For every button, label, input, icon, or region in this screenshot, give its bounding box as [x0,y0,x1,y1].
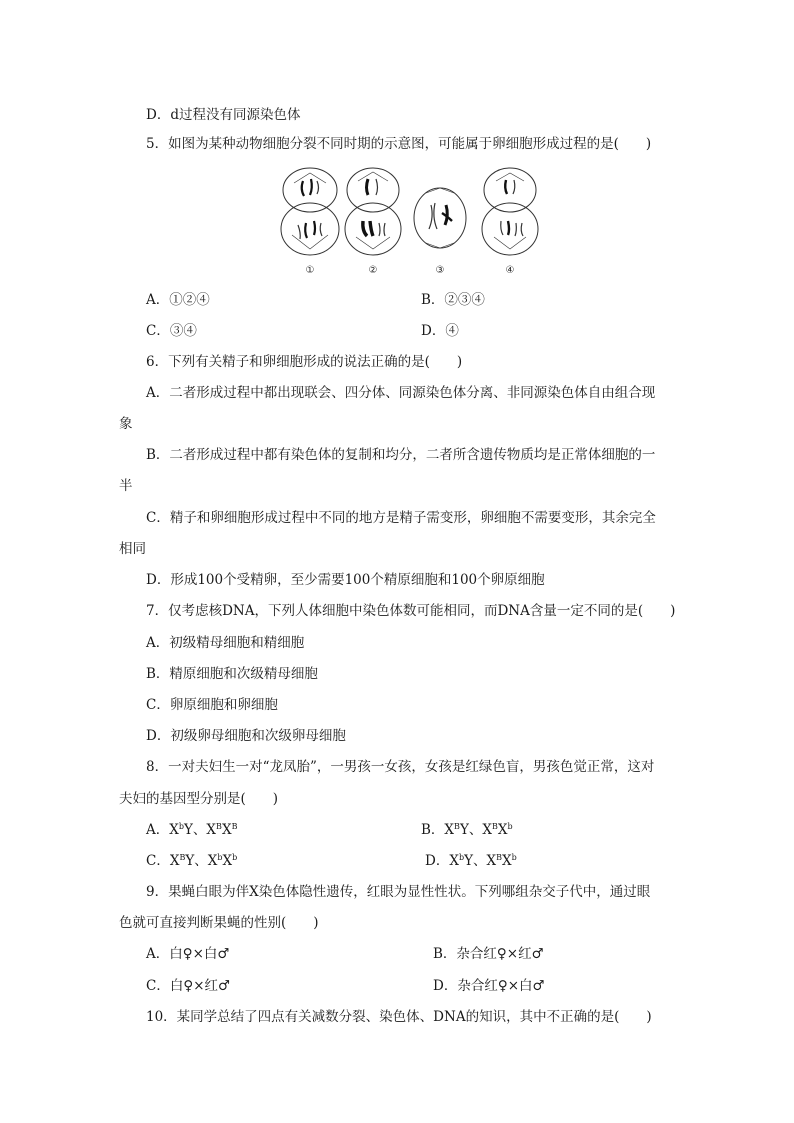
q8-option-a-label: A． [146,822,170,838]
q9-stem-line2: 色就可直接判断果蝇的性别( ) [119,915,319,931]
cell-division-diagram [270,163,545,278]
q9-option-c: C．白♀×红♂ [146,978,231,994]
q5-option-d: D．④ [421,323,459,339]
q8-option-d: D．$X^bY$、$X^BX^b$ [425,853,517,869]
cell-division-figure [270,163,545,278]
figure-label-2: ② [368,265,378,276]
q5-option-b: B．②③④ [421,292,485,308]
q8-option-d-label: D． [425,853,450,869]
q6-option-a-line1: A．二者形成过程中都出现联会、四分体、同源染色体分离、非同源染色体自由组合现 [146,385,656,401]
q6-option-b-line2: 半 [119,478,133,494]
figure-label-1: ① [305,265,315,276]
q6-option-d: D．形成100个受精卵，至少需要100个精原细胞和100个卵原细胞 [146,572,545,588]
q8-option-b: B．$X^BY$、$X^BX^b$ [421,822,513,838]
q9-option-a: A．白♀×白♂ [146,946,230,962]
q5-stem: 5．如图为某种动物细胞分裂不同时期的示意图，可能属于卵细胞形成过程的是( ) [146,136,652,152]
q8-option-c-label: C． [146,853,170,869]
cell-4 [482,168,538,255]
q6-option-b-line1: B．二者形成过程中都有染色体的复制和均分，二者所含遗传物质均是正常体细胞的一 [146,447,656,463]
cell-1 [281,168,339,255]
q9-stem-line1: 9．果蝇白眼为伴X染色体隐性遗传，红眼为显性性状。下列哪组杂交子代中，通过眼 [146,884,651,900]
q8-option-b-label: B． [421,822,445,838]
q8-stem-line2: 夫妇的基因型分别是( ) [119,791,279,807]
q8-option-a: A．$X^bY$、$X^BX^B$ [146,822,238,838]
q9-option-b: B．杂合红♀×红♂ [433,946,544,962]
q7-option-a: A．初级精母细胞和精细胞 [146,635,305,651]
cell-2 [345,168,401,255]
figure-label-4: ④ [505,265,515,276]
q7-option-c: C．卵原细胞和卵细胞 [146,697,278,713]
q7-stem: 7．仅考虑核DNA，下列人体细胞中染色体数可能相同，而DNA含量一定不同的是( ) [146,603,676,619]
q7-option-d: D．初级卵母细胞和次级卵母细胞 [146,728,346,744]
q10-stem: 10．某同学总结了四点有关减数分裂、染色体、DNA的知识，其中不正确的是( ) [146,1009,652,1025]
figure-label-3: ③ [435,265,445,276]
q6-option-c-line1: C．精子和卵细胞形成过程中不同的地方是精子需变形，卵细胞不需要变形，其余完全 [146,510,656,526]
q8-stem-line1: 8．一对夫妇生一对“龙凤胎”，一男孩一女孩，女孩是红绿色盲，男孩色觉正常，这对 [146,759,655,775]
q7-option-b: B．精原细胞和次级精母细胞 [146,666,318,682]
q4-option-d: D．d过程没有同源染色体 [146,107,301,123]
q5-option-c: C．③④ [146,323,197,339]
q5-option-a: A．①②④ [146,292,210,308]
cell-3 [414,188,466,248]
q6-option-a-line2: 象 [119,416,133,432]
q9-option-d: D．杂合红♀×白♂ [433,978,545,994]
q6-option-c-line2: 相同 [119,541,146,557]
q6-stem: 6．下列有关精子和卵细胞形成的说法正确的是( ) [146,354,463,370]
q8-option-c: C．$X^BY$、$X^bX^b$ [146,853,238,869]
